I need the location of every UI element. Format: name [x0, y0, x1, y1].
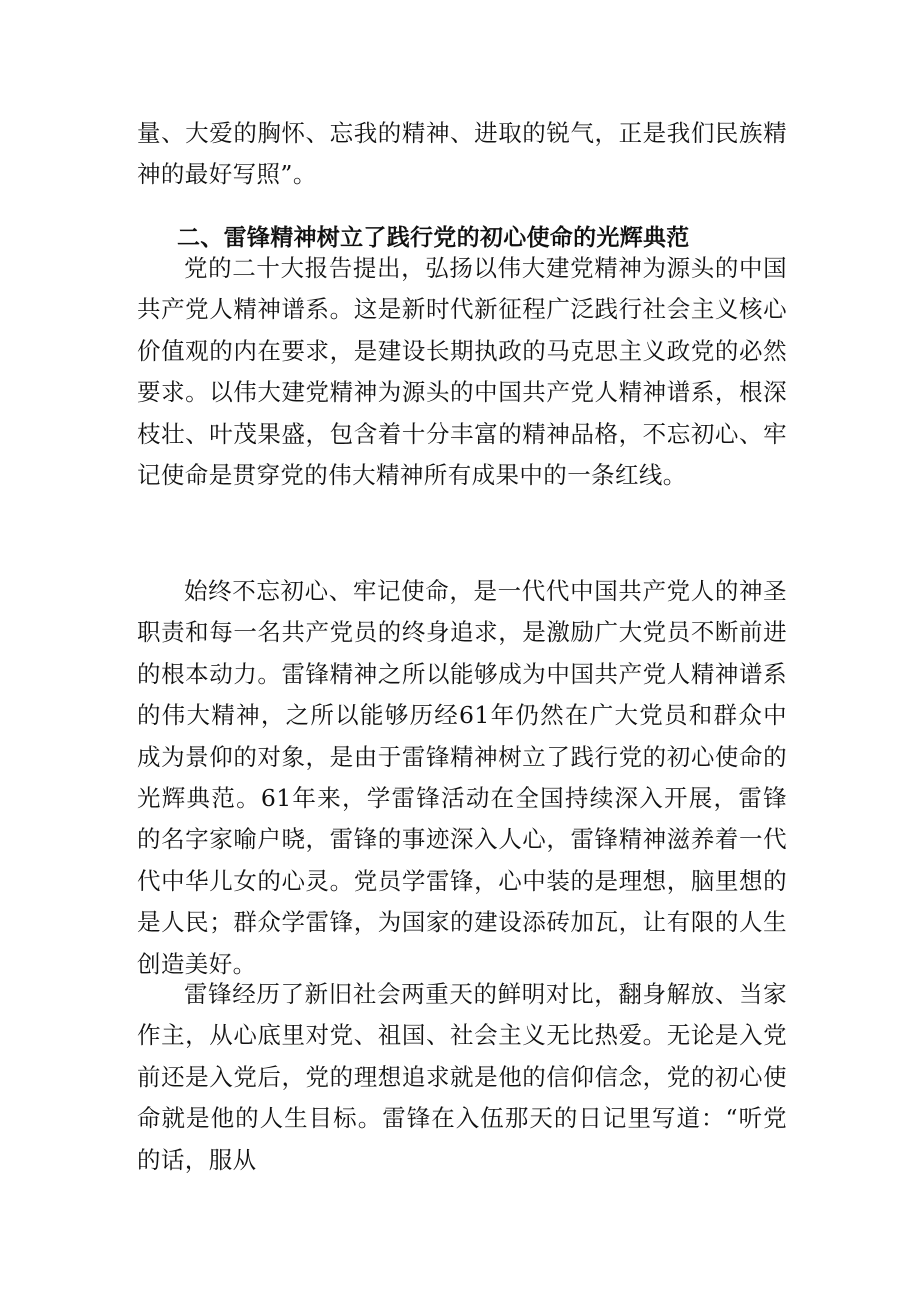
paragraph-block [137, 571, 787, 985]
paragraph-text: 党的二十大报告提出，弘扬以伟大建党精神为源头的中国共产党人精神谱系。这是新时代新征程广泛践行社会主义核心价值观的内在要求，是建设长期执政的马克思主义政党的必然要求。以伟大建党精神为源头的中国共产党人精神谱系，根深枝壮、叶茂果盛，包含着十分丰富的精神品格，不忘初心、牢记使命是贯穿党的伟大精神所有成果中的一条红线。 [137, 254, 787, 490]
paragraph-block [137, 248, 787, 496]
section-heading: 二、雷锋精神树立了践行党的初心使命的光辉典范 [177, 225, 690, 251]
paragraph-text: 雷锋经历了新旧社会两重天的鲜明对比，翻身解放、当家作主，从心底里对党、祖国、社会主义无比热爱。无论是入党前还是入党后，党的理想追求就是他的信仰信念，党的初心使命就是他的人生目标。雷锋在入伍那天的日记里写道：“听党的话，服从 [137, 980, 787, 1174]
paragraph-block [137, 974, 787, 1181]
paragraph-text: 量、大爱的胸怀、忘我的精神、进取的锐气，正是我们民族精神的最好写照”。 [137, 119, 787, 189]
paragraph-text: 始终不忘初心、牢记使命，是一代代中国共产党人的神圣职责和每一名共产党员的终身追求，是激励广大党员不断前进的根本动力。雷锋精神之所以能够成为中国共产党人精神谱系的伟大精神，之所以能够历经61年仍然在广大党员和群众中成为景仰的对象，是由于雷锋精神树立了践行党的初心使命的光辉典范。61年来，学雷锋活动在全国持续深入开展，雷锋的名字家喻户晓，雷锋的事迹深入人心，雷锋精神滋养着一代代中华儿女的心灵。党员学雷锋，心中装的是理想，脑里想的是人民；群众学雷锋，为国家的建设添砖加瓦，让有限的人生创造美好。 [137, 577, 787, 978]
paragraph-continuation [137, 113, 787, 196]
